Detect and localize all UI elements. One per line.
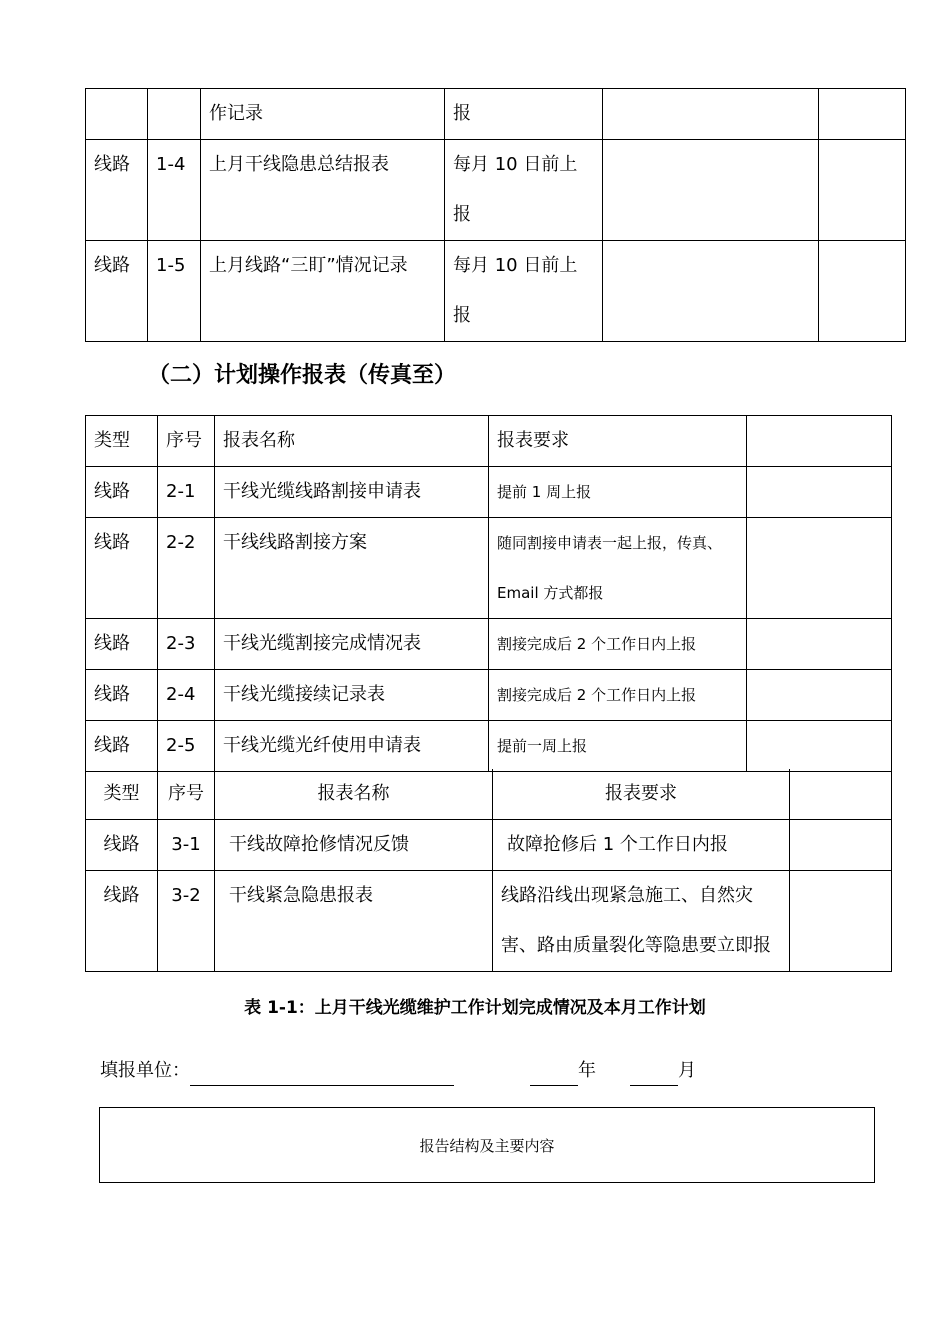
cell-name: 干线紧急隐患报表 — [215, 871, 493, 972]
cell-name: 干线光缆线路割接申请表 — [215, 467, 489, 518]
cell-requirement: 随同割接申请表一起上报，传真、Email 方式都报 — [489, 518, 747, 619]
month-label: 月 — [678, 1060, 696, 1081]
report-table-a — [85, 88, 906, 342]
cell-type: 线路 — [86, 518, 158, 619]
month-input-line[interactable] — [630, 1063, 678, 1086]
cell-number — [148, 89, 201, 140]
cell-type: 线路 — [86, 670, 158, 721]
report-structure-text: 报告结构及主要内容 — [419, 1136, 555, 1155]
cell-empty — [603, 140, 819, 241]
cell-name: 上月干线隐患总结报表 — [201, 140, 445, 241]
cell-type: 线路 — [86, 241, 148, 342]
cell-name: 作记录 — [201, 89, 445, 140]
table-row — [86, 619, 892, 670]
cell-name: 上月线路“三盯”情况记录 — [201, 241, 445, 342]
header-type: 类型 — [86, 769, 158, 820]
report-table-b — [85, 415, 892, 772]
cell-requirement: 割接完成后 2 个工作日内上报 — [489, 619, 747, 670]
cell-number: 2-5 — [158, 721, 215, 772]
table-row — [86, 670, 892, 721]
cell-number: 1-5 — [148, 241, 201, 342]
table-row — [86, 140, 906, 241]
header-name: 报表名称 — [215, 416, 489, 467]
header-number: 序号 — [158, 416, 215, 467]
cell-requirement: 提前 1 周上报 — [489, 467, 747, 518]
cell-name: 干线线路割接方案 — [215, 518, 489, 619]
cell-requirement: 报 — [445, 89, 603, 140]
cell-type: 线路 — [86, 140, 148, 241]
cell-empty — [819, 241, 906, 342]
cell-type: 线路 — [86, 871, 158, 972]
table-row — [86, 467, 892, 518]
header-name: 报表名称 — [215, 769, 493, 820]
cell-empty — [790, 871, 892, 972]
table-header-row — [86, 416, 892, 467]
fill-form-line — [100, 1056, 696, 1086]
cell-type — [86, 89, 148, 140]
cell-type: 线路 — [86, 721, 158, 772]
cell-number: 3-2 — [158, 871, 215, 972]
cell-type: 线路 — [86, 467, 158, 518]
report-structure-box — [99, 1107, 875, 1183]
header-requirement: 报表要求 — [489, 416, 747, 467]
year-input-line[interactable] — [530, 1063, 578, 1086]
cell-requirement: 割接完成后 2 个工作日内上报 — [489, 670, 747, 721]
cell-empty — [790, 820, 892, 871]
table-header-row — [86, 769, 892, 820]
cell-empty — [603, 241, 819, 342]
cell-empty — [819, 89, 906, 140]
unit-label: 填报单位： — [100, 1060, 190, 1081]
header-requirement: 报表要求 — [493, 769, 790, 820]
cell-empty — [603, 89, 819, 140]
table-row — [86, 518, 892, 619]
cell-number: 2-1 — [158, 467, 215, 518]
header-type: 类型 — [86, 416, 158, 467]
cell-name: 干线故障抢修情况反馈 — [215, 820, 493, 871]
table-row — [86, 820, 892, 871]
cell-requirement: 故障抢修后 1 个工作日内报 — [493, 820, 790, 871]
cell-empty — [747, 670, 892, 721]
cell-empty — [747, 619, 892, 670]
cell-name: 干线光缆割接完成情况表 — [215, 619, 489, 670]
unit-input-line[interactable] — [190, 1063, 454, 1086]
cell-requirement: 提前一周上报 — [489, 721, 747, 772]
cell-empty — [747, 721, 892, 772]
header-number: 序号 — [158, 769, 215, 820]
cell-number: 2-3 — [158, 619, 215, 670]
header-empty — [747, 416, 892, 467]
header-empty — [790, 769, 892, 820]
cell-number: 3-1 — [158, 820, 215, 871]
report-table-c — [85, 769, 892, 972]
cell-requirement: 线路沿线出现紧急施工、自然灾害、路由质量裂化等隐患要立即报 — [493, 871, 790, 972]
cell-type: 线路 — [86, 619, 158, 670]
cell-name: 干线光缆接续记录表 — [215, 670, 489, 721]
table-row — [86, 721, 892, 772]
cell-number: 1-4 — [148, 140, 201, 241]
cell-requirement: 每月 10 日前上报 — [445, 140, 603, 241]
cell-requirement: 每月 10 日前上报 — [445, 241, 603, 342]
table-row — [86, 89, 906, 140]
cell-empty — [747, 518, 892, 619]
table-caption: 表 1-1：上月干线光缆维护工作计划完成情况及本月工作计划 — [244, 998, 706, 1018]
cell-number: 2-4 — [158, 670, 215, 721]
cell-name: 干线光缆光纤使用申请表 — [215, 721, 489, 772]
table-row — [86, 871, 892, 972]
year-label: 年 — [578, 1060, 596, 1081]
cell-type: 线路 — [86, 820, 158, 871]
cell-number: 2-2 — [158, 518, 215, 619]
table-row — [86, 241, 906, 342]
section-heading: （二）计划操作报表（传真至） — [148, 363, 457, 388]
cell-empty — [747, 467, 892, 518]
cell-empty — [819, 140, 906, 241]
